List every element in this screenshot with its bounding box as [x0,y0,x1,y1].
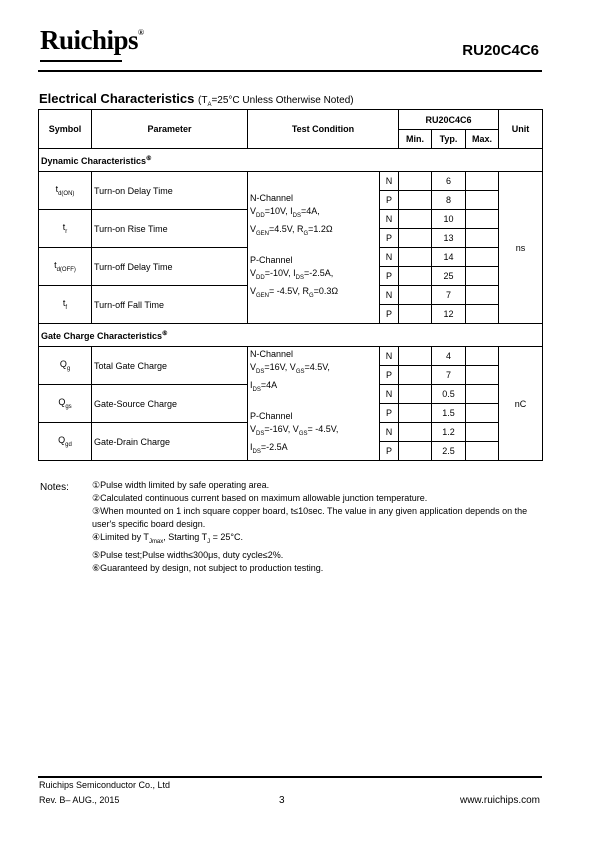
channel-p-cell: P [380,366,399,385]
max-cell [466,191,499,210]
max-cell [466,347,499,366]
header-min: Min. [399,130,432,149]
gate-charge-section-title [39,324,543,347]
typ-cell: 1.2 [432,423,466,442]
table-row [39,347,543,366]
channel-n-cell: N [380,172,399,191]
typ-cell: 13 [432,229,466,248]
typ-cell: 12 [432,305,466,324]
note-mark: ⑥ [146,155,152,162]
electrical-characteristics-table [38,109,543,461]
notes-list [92,479,532,575]
typ-cell: 1.5 [432,404,466,423]
company-logo [40,27,144,54]
typ-cell: 6 [432,172,466,191]
min-cell [399,172,432,191]
channel-n-cell: N [380,286,399,305]
min-cell [399,366,432,385]
typ-cell: 7 [432,366,466,385]
max-cell [466,366,499,385]
footer-divider [38,776,542,778]
dynamic-section-title [39,149,543,172]
parameter-cell: Turn-off Fall Time [92,286,248,324]
min-cell [399,210,432,229]
min-cell [399,423,432,442]
header-parameter: Parameter [92,110,248,149]
unit-cell: ns [499,172,543,324]
header-max: Max. [466,130,499,149]
max-cell [466,442,499,461]
channel-n-cell: N [380,248,399,267]
page-number: 3 [279,795,285,806]
footer-revision: Rev. B– AUG., 2015 [39,795,120,805]
symbol-cell: $t_r$ [39,210,92,248]
min-cell [399,248,432,267]
section-title [39,91,354,108]
note-item: ④Limited by $T_{Jmax}$, Starting $T_J = 25^\circ C$. [92,532,244,545]
header-test-condition: Test Condition [248,110,399,149]
parameter-cell: Gate-Source Charge [92,385,248,423]
channel-n-cell: N [380,347,399,366]
header-part: RU20C4C6 [399,110,499,130]
parameter-cell: Total Gate Charge [92,347,248,385]
typ-cell: 7 [432,286,466,305]
dynamic-section-label: Dynamic Characteristics [41,155,147,166]
parameter-cell: Turn-on Rise Time [92,210,248,248]
max-cell [466,404,499,423]
symbol-cell: $Q_g$ [39,347,92,385]
max-cell [466,172,499,191]
max-cell [466,248,499,267]
min-cell [399,305,432,324]
part-number: RU20C4C6 [462,42,539,59]
footer-website: www.ruichips.com [459,795,540,806]
table-row [39,172,543,191]
unit-cell: nC [499,347,543,461]
channel-n-cell: N [380,423,399,442]
max-cell [466,229,499,248]
typ-cell: 4 [432,347,466,366]
header-divider [38,70,542,72]
symbol-cell: $t_{d(ON)}$ [39,172,92,210]
max-cell [466,210,499,229]
typ-cell: 10 [432,210,466,229]
note-item: ⑥Guaranteed by design, not subject to production testing. [92,562,324,573]
section-condition: ($T_A=25^\circ C$ Unless Otherwise Noted) [198,95,354,108]
symbol-cell: $t_{d(OFF)}$ [39,248,92,286]
min-cell [399,229,432,248]
channel-n-cell: N [380,210,399,229]
max-cell [466,286,499,305]
note-mark: ⑥ [162,330,168,337]
min-cell [399,385,432,404]
typ-cell: 2.5 [432,442,466,461]
min-cell [399,442,432,461]
max-cell [466,305,499,324]
typ-cell: 25 [432,267,466,286]
notes-label: Notes: [40,482,69,493]
parameter-cell: Gate-Drain Charge [92,423,248,461]
max-cell [466,385,499,404]
symbol-cell: $Q_{gd}$ [39,423,92,461]
note-item: ③When mounted on 1 inch square copper board, t≤10sec. The value in any given application depends on the user's specific board design. [92,506,528,529]
min-cell [399,286,432,305]
min-cell [399,404,432,423]
header-typ: Typ. [432,130,466,149]
header-symbol: Symbol [39,110,92,149]
parameter-cell: Turn-off Delay Time [92,248,248,286]
note-item: ⑤Pulse test;Pulse width≤300μs, duty cycle≤2%. [92,549,284,560]
max-cell [466,423,499,442]
typ-cell: 0.5 [432,385,466,404]
typ-cell: 8 [432,191,466,210]
symbol-cell: $t_f$ [39,286,92,324]
min-cell [399,347,432,366]
test-condition-cell: N-Channel $V_{DS}=16V$, $V_{GS}=4.5V$, $I_{DS}=4A$ P-Channel $V_{DS}=-16V$, $V_{GS}= -4.5V$, $I_{DS}=-2.5A$ [248,347,380,461]
header-unit: Unit [499,110,543,149]
section-title-text: Electrical Characteristics [39,91,195,106]
channel-p-cell: P [380,404,399,423]
channel-p-cell: P [380,305,399,324]
logo-underline [40,60,122,62]
symbol-cell: $Q_{gs}$ [39,385,92,423]
gate-charge-section-label: Gate Charge Characteristics [41,330,163,341]
min-cell [399,191,432,210]
channel-p-cell: P [380,229,399,248]
footer-company: Ruichips Semiconductor Co., Ltd [39,780,171,790]
registered-mark: ® [138,28,144,37]
note-item: ②Calculated continuous current based on maximum allowable junction temperature. [92,493,428,503]
channel-p-cell: P [380,191,399,210]
typ-cell: 14 [432,248,466,267]
note-item: ①Pulse width limited by safe operating area. [92,480,270,490]
logo-text: Ruichips [40,25,139,55]
min-cell [399,267,432,286]
parameter-cell: Turn-on Delay Time [92,172,248,210]
channel-n-cell: N [380,385,399,404]
max-cell [466,267,499,286]
test-condition-cell: N-Channel $V_{DD}=10V$, $I_{DS}=4A$, $V_{GEN}=4.5V$, $R_G=1.2\Omega$ P-Channel $V_{DD}=-10V$, $I_{DS}=-2.5A$, $V_{GEN}= -4.5V$, $R_G=0.3\Omega$ [248,172,380,324]
channel-p-cell: P [380,442,399,461]
channel-p-cell: P [380,267,399,286]
